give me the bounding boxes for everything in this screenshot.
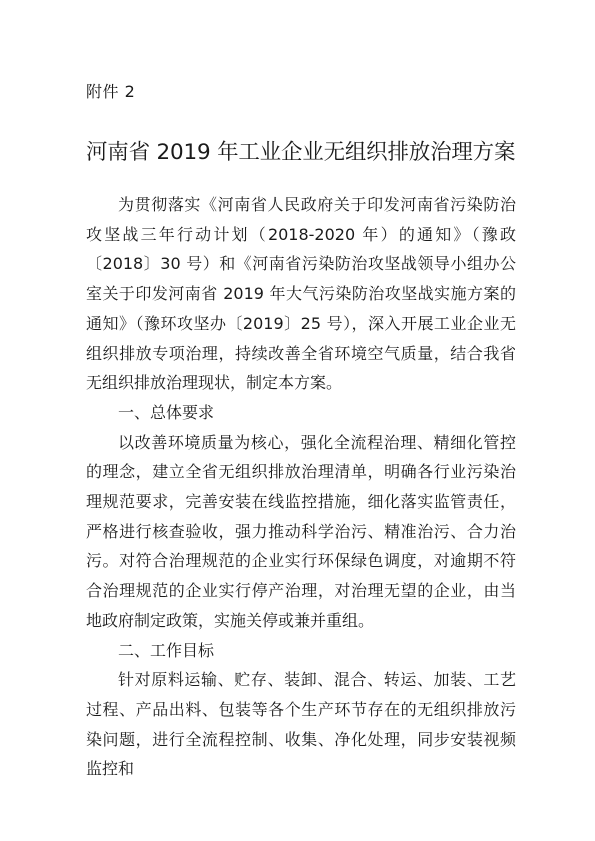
document-body (86, 190, 516, 784)
document-title: 河南省 2019 年工业企业无组织排放治理方案 (86, 140, 516, 165)
general-requirements-paragraph: 以改善环境质量为核心，强化全流程治理、精细化管控的理念，建立全省无组织排放治理清单，明确各行业污染治理规范要求，完善安装在线监控措施，细化落实监管责任，严格进行核查验收，强力推动科学治污、精准治污、合力治污。对符合治理规范的企业实行环保绿色调度，对逾期不符合治理规范的企业实行停产治理，对治理无望的企业，由当地政府制定政策，实施关停或兼并重组。 (86, 432, 516, 630)
intro-paragraph: 为贯彻落实《河南省人民政府关于印发河南省污染防治攻坚战三年行动计划（2018-2020 年）的通知》（豫政〔2018〕30 号）和《河南省污染防治攻坚战领导小组办公室关于印发河南省 2019 年大气污染防治攻坚战实施方案的通知》（豫环攻坚办〔2019〕25 号），深入开展工业企业无组织排放专项治理，持续改善全省环境空气质量，结合我省无组织排放治理现状，制定本方案。 (86, 195, 516, 393)
work-goals-paragraph: 针对原料运输、贮存、装卸、混合、转运、加装、工艺过程、产品出料、包装等各个生产环节存在的无组织排放污染问题，进行全流程控制、收集、净化处理，同步安装视频监控和 (86, 670, 516, 779)
attachment-label: 附件 2 (86, 82, 136, 101)
section-heading-general-requirements: 一、总体要求 (118, 402, 215, 422)
section-heading-work-goals: 二、工作目标 (118, 640, 215, 660)
